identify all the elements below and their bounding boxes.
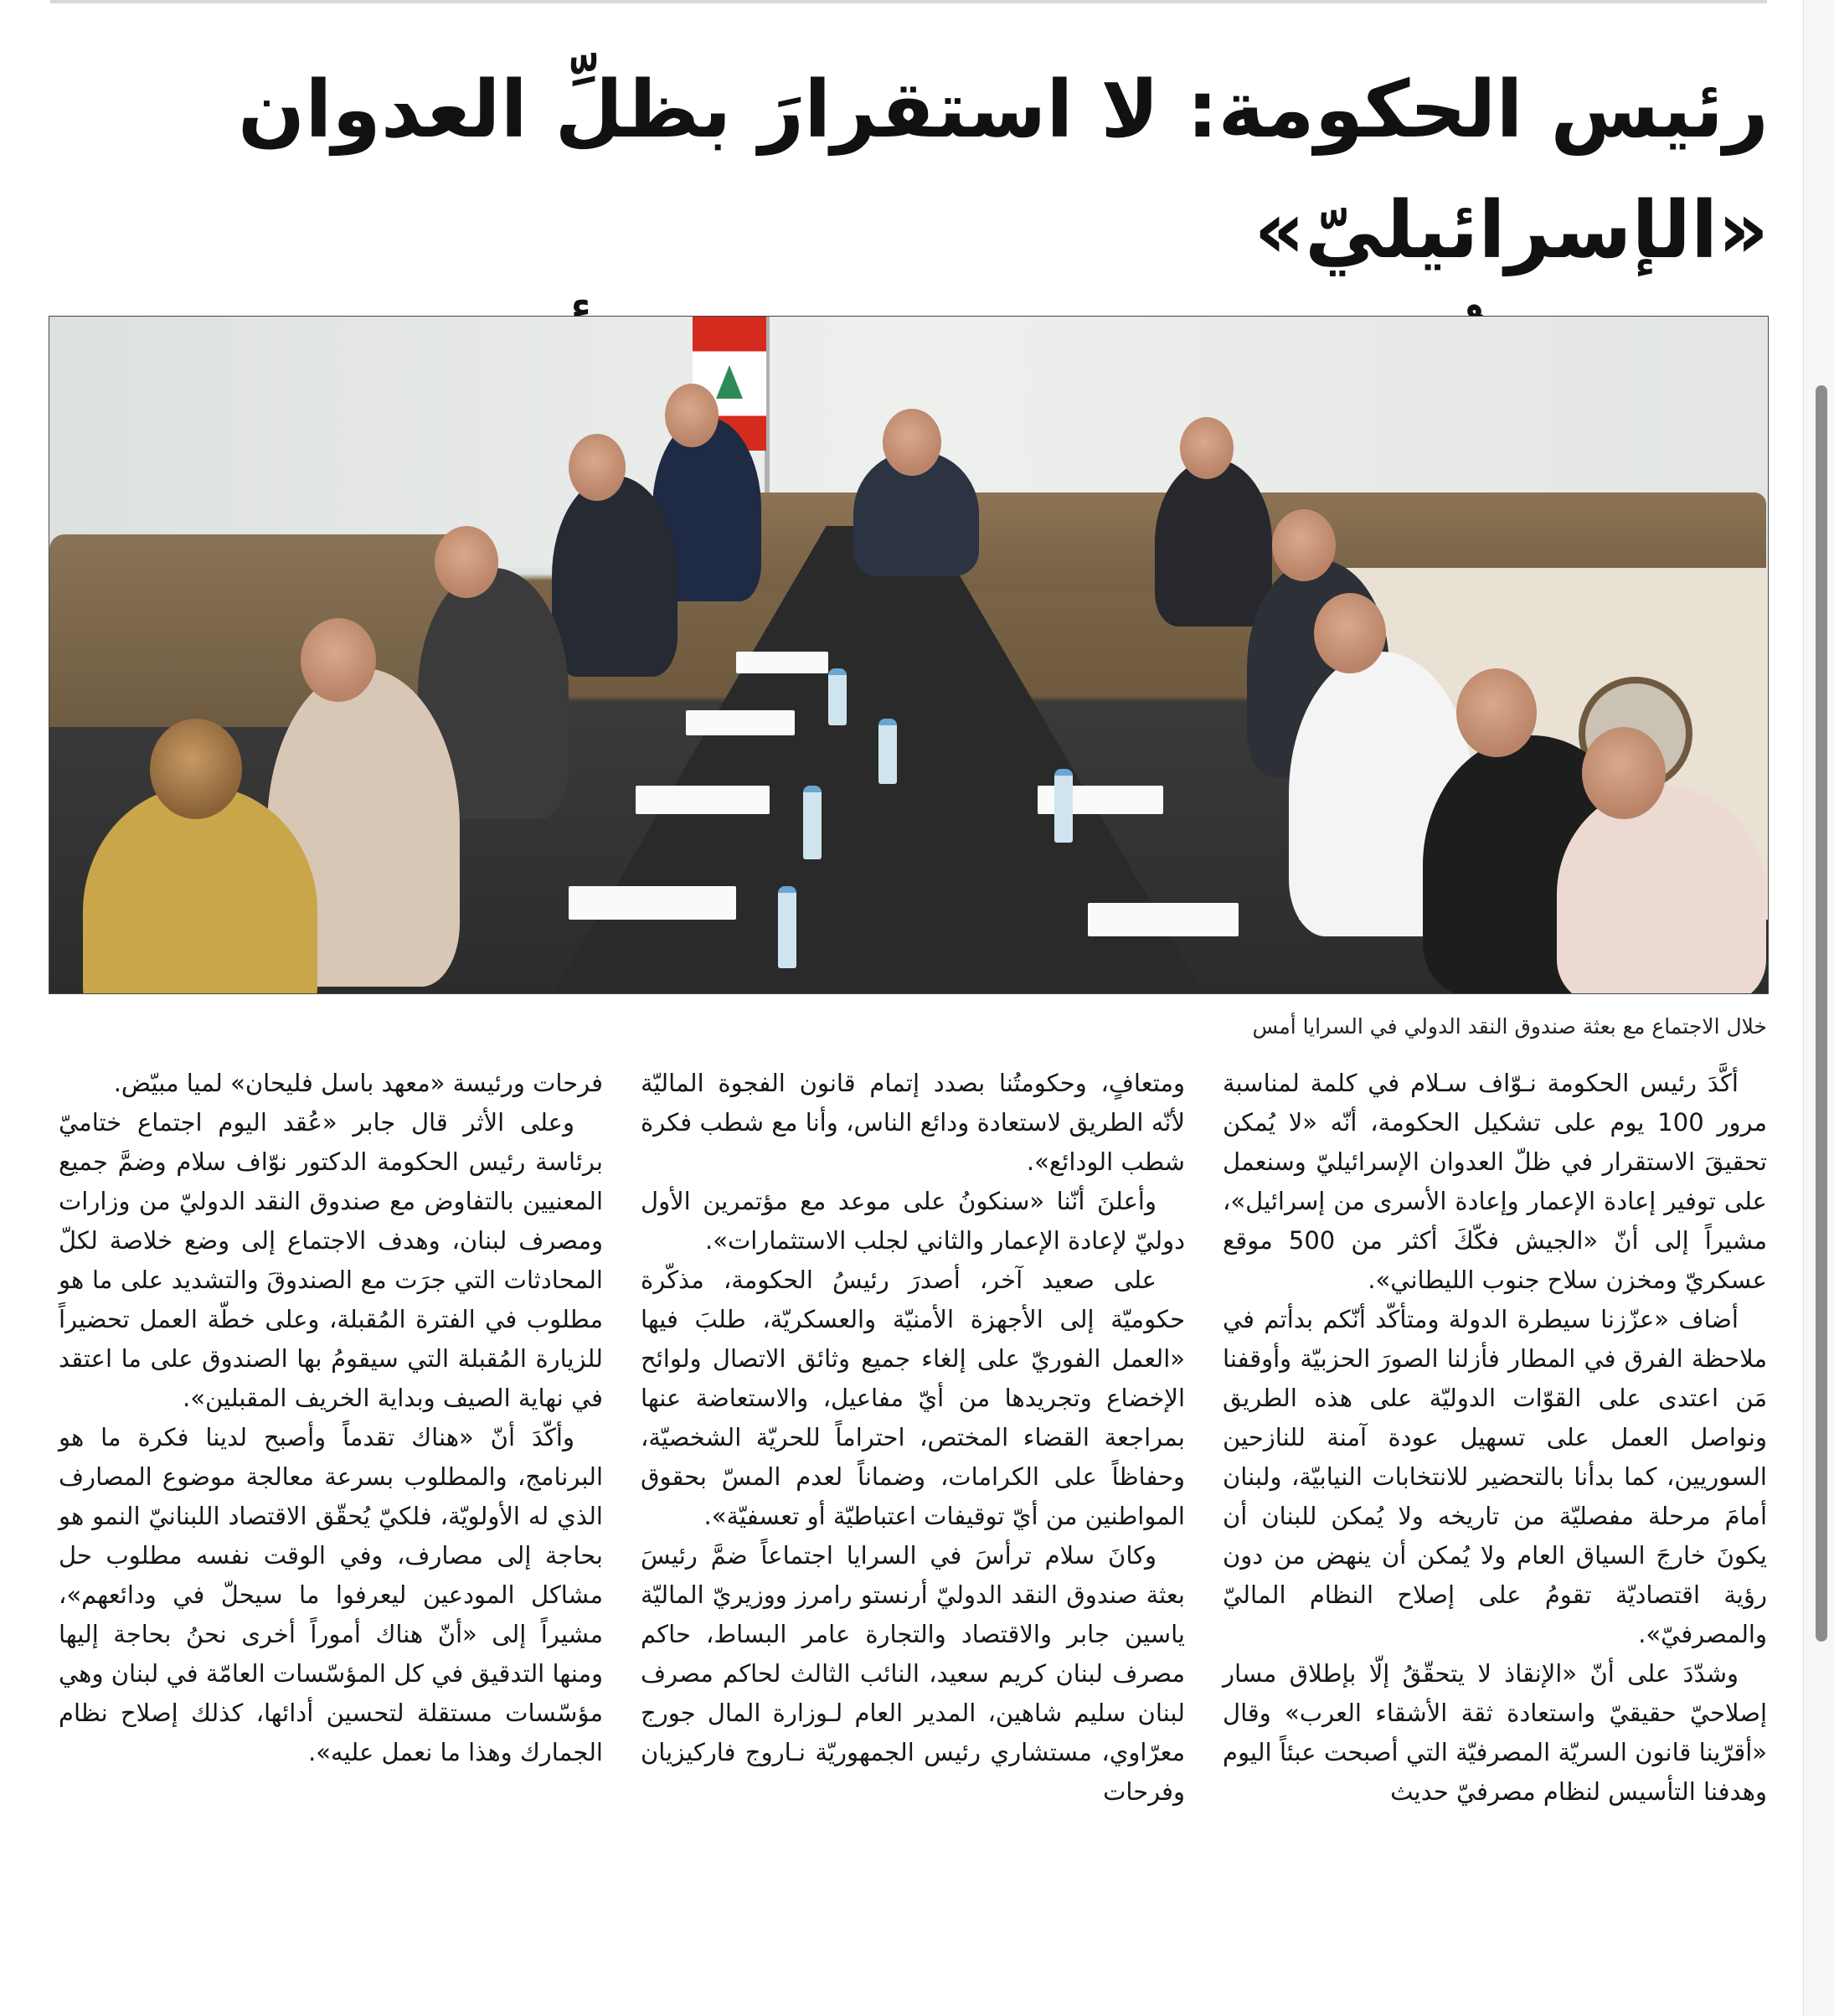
article-paragraph: وأعلنَ أنّنا «سنكونُ على موعد مع مؤتمرين الأول دوليّ لإعادة الإعمار والثاني لجلب الاستثمارات». [641, 1187, 1185, 1255]
attendee-head [569, 434, 626, 501]
article-paragraph: على صعيد آخر، أصدرَ رئيسُ الحكومة، مذكّرة حكوميّة إلى الأجهزة الأمنيّة والعسكريّة، طلبَ فيها «العمل الفوريّ على إلغاء جميع وثائق الاتصال ولوائح الإخضاع وتجريدها من أيّ مفاعيل، والاستعاضة عنها بمراجعة القضاء المختص، احتراماً للحريّة الشخصيّة، وحفاظاً على الكرامات، وضماناً لعدم المسّ بحقوق المواطنين من أيّ توقيفات اعتباطيّة أو تعسفيّة». [641, 1266, 1185, 1530]
article-paragraph: وشدّدَ على أنّ «الإنقاذ لا يتحقّقُ إلّا بإطلاق مسار إصلاحيّ حقيقيّ واستعادة ثقة الأشقاء العرب» وقال «أقرّينا قانون السريّة المصرفيّة التي أصبحت عبئاً اليوم وهدفنا التأسيس لنظام مصرفيّ حديث [1223, 1659, 1767, 1806]
attendee-head [665, 384, 719, 447]
attendee-head [301, 618, 376, 702]
photo-paper [736, 652, 828, 673]
article-column-2 [641, 1064, 1185, 1812]
attendee-head [1180, 417, 1234, 479]
top-rule [50, 0, 1767, 3]
attendee [1155, 459, 1272, 626]
scrollbar-track[interactable] [1803, 0, 1834, 2016]
photo-paper [1088, 903, 1239, 936]
attendee-head [1582, 727, 1666, 819]
photo-paper [636, 786, 770, 814]
water-bottle [828, 668, 847, 725]
water-bottle [878, 719, 897, 784]
article-paragraph: وعلى الأثر قال جابر «عُقد اليوم اجتماع ختاميّ برئاسة رئيس الحكومة الدكتور نوّاف سلام وضمَّ جميع المعنيين بالتفاوض مع صندوق النقد الدوليّ من وزارات ومصرف لبنان، وهدف الاجتماع إلى وضع خلاصة لكلّ المحادثات التي جرَت مع الصندوقَ والتشديد على ما هو مطلوب في الفترة المُقبلة، وعلى خطّة العمل تحضيراً للزيارة المُقبلة التي سيقومُ بها الصندوق على ما اعتقد في نهاية الصيف وبداية الخريف المقبلين». [59, 1108, 603, 1412]
photo-paper [686, 710, 795, 735]
photo-paper [569, 886, 736, 920]
article-column-3 [59, 1064, 603, 1772]
attendee-head [1456, 668, 1537, 757]
water-bottle [778, 886, 796, 968]
article-paragraph: وأكّدَ أنّ «هناك تقدماً وأصبح لدينا فكرة ما هو البرنامج، والمطلوب بسرعة معالجة موضوع المصارف الذي له الأولويّة، فلكيّ يُحقّق الاقتصاد اللبنانيّ النمو هو بحاجة إلى مصارف، وفي الوقت نفسه مطلوب حل مشاكل المودعين ليعرفوا ما سيحلّ في ودائعهم»، مشيراً إلى «أنّ هناك أموراً أخرى نحنُ بحاجة إليها ومنها التدقيق في كل المؤسّسات العامّة في لبنان وهي مؤسّسات مستقلة لتحسين أدائها، كذلك إصلاح نظام الجمارك وهذا ما نعمل عليه». [59, 1423, 603, 1766]
article-column-1 [1223, 1064, 1767, 1812]
attendee-head [1272, 509, 1336, 581]
attendee-head [1314, 593, 1386, 673]
attendee-head [435, 526, 498, 598]
attendee-head [150, 719, 242, 819]
article-paragraph: فرحات ورئيسة «معهد باسل فليحان» لميا مبيّض. [113, 1069, 603, 1097]
attendee [552, 476, 677, 677]
attendee-head [883, 409, 941, 476]
article-paragraph: ومتعافٍ، وحكومتُنا بصدد إتمام قانون الفجوة الماليّة لأنّه الطريق لاستعادة ودائع الناس، وأنا مع شطب فكرة شطب الودائع». [641, 1069, 1185, 1176]
scrollbar-thumb[interactable] [1816, 385, 1827, 1642]
headline-line-1: رئيس الحكومة: لا استقرارَ بظلِّ العدوان «الإسرائيليّ» [238, 64, 1769, 276]
photo-caption: خلال الاجتماع مع بعثة صندوق النقد الدولي في السرايا أمس [1252, 1014, 1767, 1039]
article-paragraph: وكانَ سلام ترأسَ في السرايا اجتماعاً ضمَّ رئيسَ بعثة صندوق النقد الدوليّ أرنستو رامرز ووزيريّ الماليّة ياسين جابر والاقتصاد والتجارة عامر البساط، حاكم مصرف لبنان كريم سعيد، النائب الثالث لحاكم مصرف لبنان سليم شاهين، المدير العام لـوزارة المال جورج معرّاوي، مستشاري رئيس الجمهوريّة نـاروج فاركيزيان وفرحات [641, 1541, 1185, 1806]
water-bottle [803, 786, 822, 859]
attendee [1557, 786, 1766, 994]
article-paragraph: أكَّدَ رئيس الحكومة نـوّاف سـلام في كلمة لمناسبة مرور 100 يوم على تشكيل الحكومة، أنّه «لا يُمكن تحقيقَ الاستقرار في ظلّ العدوان الإسرائيليّ وسنعمل على توفير إعادة الإعمار وإعادة الأسرى من إسرائيل»، مشيراً إلى أنّ «الجيش فكّكَ أكثر من 500 موقع عسكريّ ومخزن سلاح جنوب الليطاني». [1223, 1069, 1768, 1294]
water-bottle [1054, 769, 1073, 843]
meeting-photo [49, 316, 1769, 994]
article-paragraph: أضاف «عزّزنا سيطرة الدولة ومتأكّد أنّكم بدأتم في ملاحظة الفرق في المطار فأزلنا الصورَ الحزبيّة وأوقفنا مَن اعتدى على القوّات الدوليّة على هذه الطريق ونواصل العمل على تسهيل عودة آمنة للنازحين السوريين، كما بدأنا بالتحضير للانتخابات النيابيّة، ولبنان أمامَ مرحلة مفصليّة من تاريخه ولا يُمكن للبنان أن يكونَ خارجَ السياق العام ولا يُمكن أن ينهض من دون رؤية اقتصاديّة تقومُ على إصلاح النظام الماليّ والمصرفيّ». [1223, 1305, 1767, 1648]
